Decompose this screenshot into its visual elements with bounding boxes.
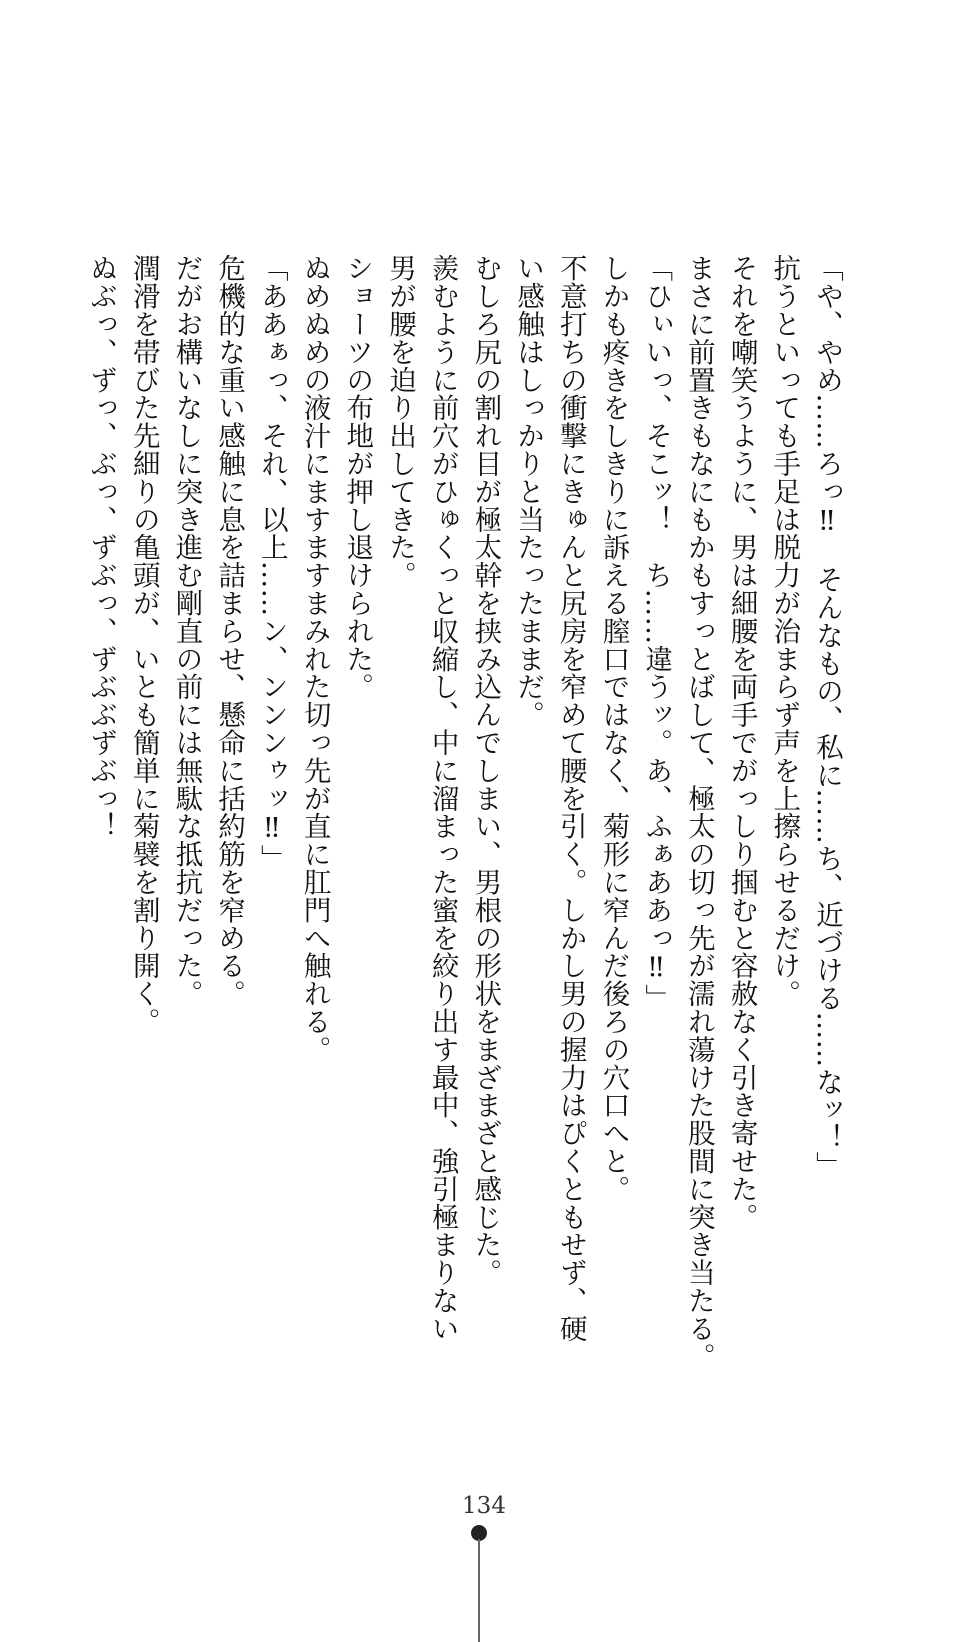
text-line-13: ぬめぬめの液汁にますますまみれた切っ先が直に肛門へ触れる。 <box>298 254 331 1064</box>
text-line-4: まさに前置きもなにもかもすっとばして、極太の切っ先が濡れ蕩けた股間に突き当たる。 <box>682 254 715 1370</box>
text-line-18: ぬぶっ、ずっ、ぶっ、ずぶっ、ずぶぶずぶっ！ <box>85 254 118 840</box>
text-line-10: 羨むように前穴がひゅくっと収縮し、中に溜まった蜜を絞り出す最中、強引極まりない <box>426 254 459 1343</box>
page-marker-line <box>478 1539 480 1642</box>
text-line-1: 「や、やめ……ろっ‼ そんなもの、私に……ち、近づける……なッ！」 <box>811 254 843 1180</box>
text-line-6: しかも疼きをしきりに訴える膣口ではなく、菊形に窄んだ後ろの穴口へと。 <box>597 254 630 1203</box>
text-line-16: だがお構いなしに突き進む剛直の前には無駄な抵抗だった。 <box>170 254 203 1008</box>
text-line-15: 危機的な重い感触に息を詰まらせ、懸命に括約筋を窄める。 <box>213 254 246 1008</box>
page-number: 134 <box>462 1493 506 1519</box>
text-line-8: い感触はしっかりと当たったままだ。 <box>512 254 545 729</box>
text-line-17: 潤滑を帯びた先細りの亀頭が、いとも簡単に菊襞を割り開く。 <box>127 254 160 1036</box>
text-line-14: 「ああぁっ、それ、以上……ン、ンンンゥッ‼」 <box>255 254 288 873</box>
text-line-9: むしろ尻の割れ目が極太幹を挟み込んでしまい、男根の形状をまざまざと感じた。 <box>469 254 502 1287</box>
text-line-11: 男が腰を迫り出してきた。 <box>383 254 416 589</box>
page-footer <box>0 1491 968 1642</box>
text-line-5: 「ひぃいっ、そこッ！ ち……違うッ。あ、ふぁああっ‼」 <box>640 254 673 1012</box>
text-line-12: ショーツの布地が押し退けられた。 <box>341 254 374 701</box>
text-line-2: 抗うといっても手足は脱力が治まらず声を上擦らせるだけ。 <box>768 254 801 1008</box>
vertical-text-body <box>85 254 848 1374</box>
text-line-7: 不意打ちの衝撃にきゅんと尻房を窄めて腰を引く。しかし男の握力はぴくともせず、硬 <box>554 254 587 1343</box>
text-line-3: それを嘲笑うように、男は細腰を両手でがっしり掴むと容赦なく引き寄せた。 <box>725 254 758 1231</box>
